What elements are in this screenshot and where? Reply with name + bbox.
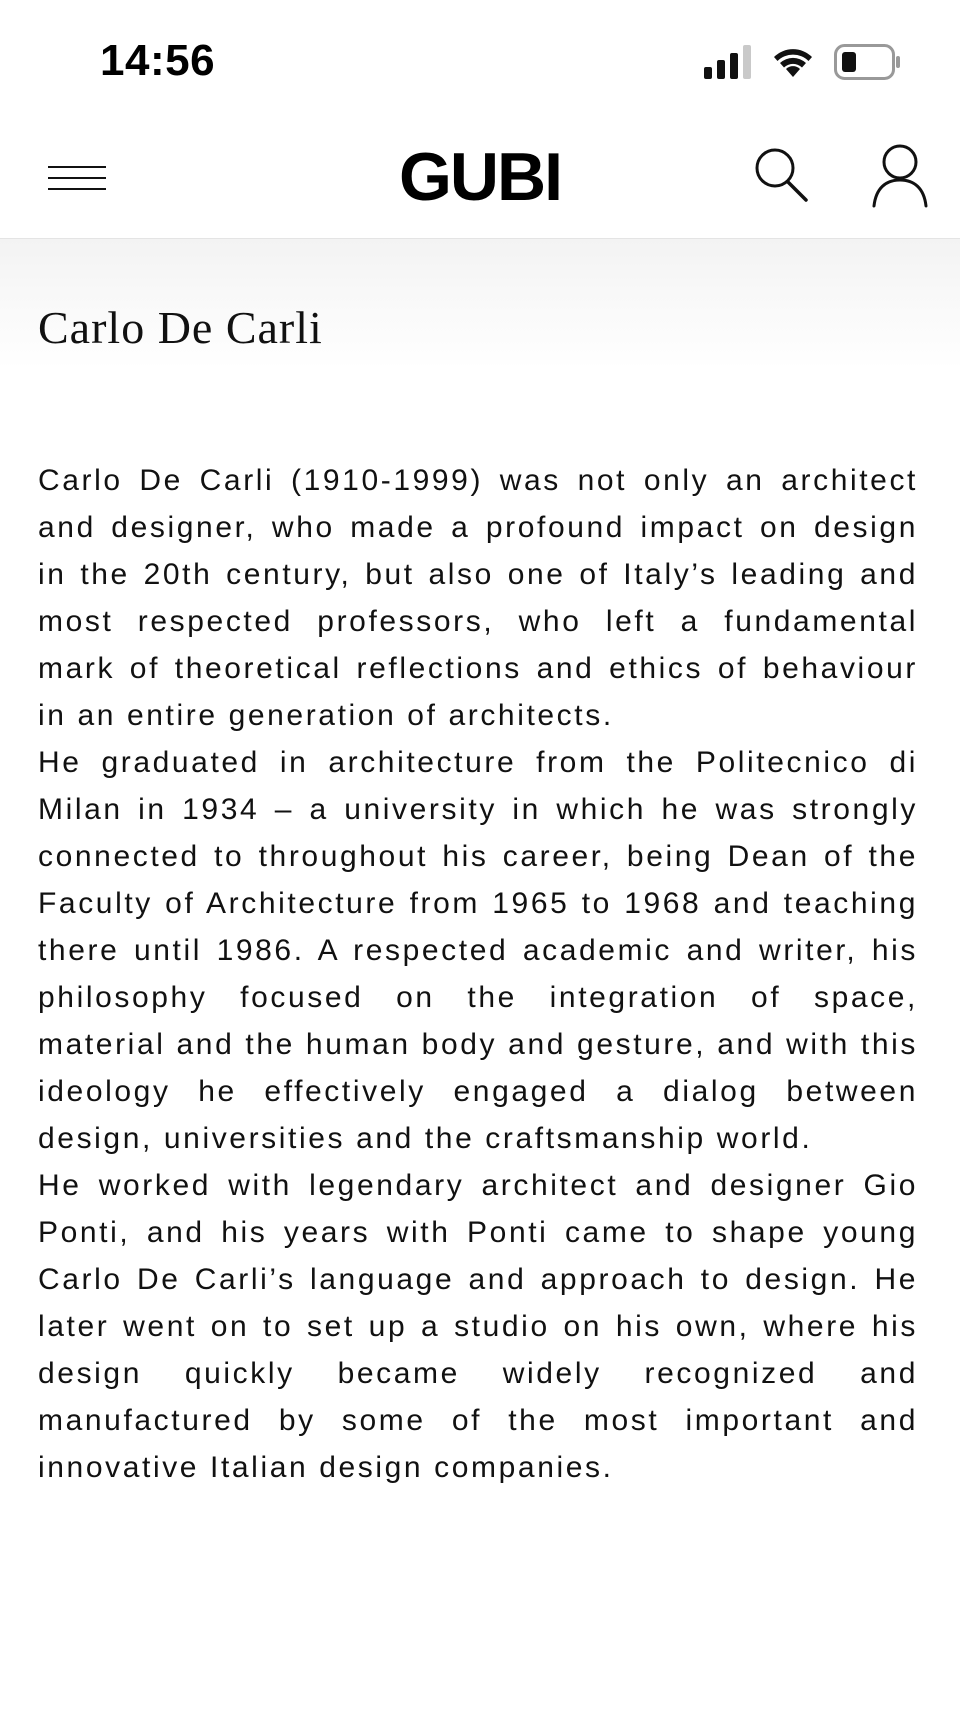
designer-name: Carlo De Carli [38, 302, 323, 353]
bio-paragraph: He worked with legendary architect and designer Gio Ponti, and his years with Ponti came to shape young Carlo De Carli’s language and approach to design. He later went on to set up a studio on his own, where his design quickly became widely recognized and manufactured by some of the most important and innovative Italian design companies. [38, 1169, 918, 1484]
search-icon [750, 144, 814, 208]
designer-content [0, 239, 960, 1712]
bio-paragraph: Carlo De Carli (1910-1999) was not only an architect and designer, who made a profound impact on design in the 20th century, but also one of Italy’s leading and most respected professors, who left a fundamental mark of theoretical reflections and ethics of behaviour in an entire generation of architects. [38, 464, 918, 732]
bio-paragraph: He graduated in architecture from the Politecnico di Milan in 1934 – a university in which he was strongly connected to throughout his career, being Dean of the Faculty of Architecture from 1965 to 1968 and teaching there until 1986. A respected academic and writer, his philosophy focused on the integration of space, material and the human body and gesture, and with this ideology he effectively engaged a dialog between design, universities and the craftsmanship world. [38, 746, 918, 1155]
account-icon [868, 142, 932, 210]
cellular-signal-icon [704, 45, 752, 79]
designer-bio [38, 457, 918, 1491]
wifi-icon [772, 46, 814, 78]
status-time: 14:56 [100, 36, 216, 85]
site-header [0, 120, 960, 239]
search-button[interactable] [750, 144, 814, 208]
status-bar [0, 0, 960, 120]
status-icons [704, 44, 900, 80]
battery-icon [834, 44, 900, 80]
account-button[interactable] [868, 142, 932, 210]
brand-logo[interactable]: GUBI [399, 139, 561, 215]
